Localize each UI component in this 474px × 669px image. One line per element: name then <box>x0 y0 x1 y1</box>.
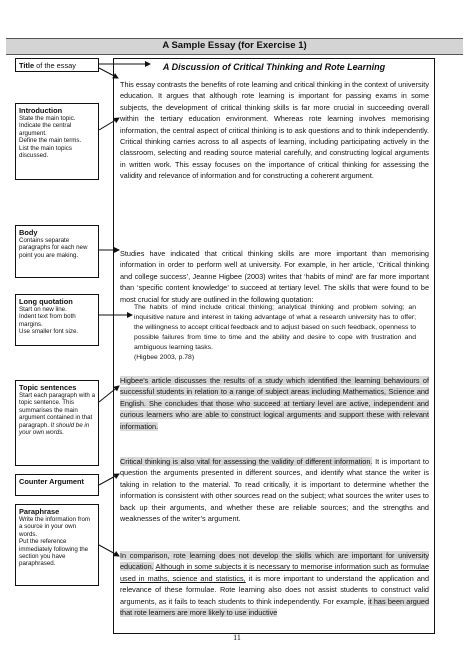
label-text: Start each paragraph with a topic sentence. This summarises the main argument contained in that paragraph. <box>19 392 96 429</box>
body-paragraph-1: Studies have indicated that critical thinking skills are more important than memorising information in order to perform well at university. For example, in her article, ‘Critical thinking and college success’, Jeanne Higbee (2003) writes that ‘habits of mind’ are far more important than ‘specific content knowledge’ to succeed at tertiary level. The skills that were found to be most crucial for study are outlined in the following quotation: <box>120 249 429 304</box>
label-title-text: of the essay <box>34 61 76 70</box>
paragraph-text: it is more important to understand the application and relevance of these formulae. Rote learning also does not assist students to construct valid arguments, as it fails to teach students to think independently. For example, <box>120 573 429 606</box>
topic-sentence-highlight: In comparison, rote learning does not develop the skills which are important for university education. <box>120 551 429 572</box>
counter-argument-highlight: it has been argued that rote learners are more likely to use inductive <box>120 596 430 618</box>
label-text: Start on new line. Indent text from both margins. Use smaller font size. <box>19 306 79 336</box>
label-text-italic: It should be in your own words. <box>19 421 90 437</box>
label-heading: Introduction <box>19 106 63 115</box>
topic-sentence-highlight: Critical thinking is also vital for assessing the validity of different information. <box>120 457 373 466</box>
label-heading: Counter Argument <box>19 477 85 486</box>
label-heading: Body <box>19 228 38 237</box>
paraphrase-underline: Although in some subjects it is necessary to memorise information such as formulae used in maths, science and statistics, <box>120 562 429 583</box>
label-text: State the main topic. Indicate the central argument. Define the main terms. List the main topics discussed. <box>19 115 82 160</box>
intro-paragraph: This essay contrasts the benefits of rote learning and critical thinking in the context of university education. It argues that although rote learning is important for passing exams in some subjects, the development of critical thinking skills is far more crucial in succeeding overall within the tertiary education environment. Whereas rote learning involves memorising information, the central aspect of critical thinking is to ask questions and to think independently. Critical thinking carries across to all aspects of learning, including participating actively in the classroom, selecting and reading source material carefully, and constructing logical arguments in written work. This essay focuses on the importance of critical thinking for assessing the validity and relevance of information and for constructing a coherent argument. <box>120 80 429 181</box>
arrow-counter-argument <box>99 474 119 485</box>
label-heading: Topic sentences <box>19 383 77 392</box>
arrow-paraphrase <box>99 545 119 556</box>
page-title: A Sample Essay (for Exercise 1) <box>162 40 307 51</box>
label-heading: Long quotation <box>19 297 73 306</box>
essay-title: A Discussion of Critical Thinking and Rote Learning <box>162 62 386 72</box>
quotation-text: The habits of mind include critical thinking; analytical thinking and problem solving; an inquisitive nature and interest in taking advantage of what a research university has to offer; the willingness to accept critical feedback and to adjust based on such feedback, openness to possible failures from time to time and the ability and desire to cope with frustration and ambiguous learning tasks. <box>134 304 416 351</box>
arrow-title-2 <box>99 68 118 78</box>
topic-sentence-highlight: Higbee’s article discusses the results of a study which identified the learning behaviours of successful students in relation to a range of subject areas including Mathematics, Science and English. She concludes that those who succeed at tertiary level are active, independent and curious learners who are able to construct logical arguments and support these with relevant information. <box>120 376 429 431</box>
label-title-heading: Title <box>19 61 35 70</box>
arrow-topic-sentences <box>99 386 119 402</box>
label-text: Write the information from a source in your own words. Put the reference immediately following the section you have paraphrased. <box>19 516 91 568</box>
label-text: Contains separate paragraphs for each new point you are making. <box>19 237 88 259</box>
paragraph-text: It is important to question the arguments presented in different sources, and identify what stance the writer is taking in relation to the material. To read critically, it is important to determine whether the information is consistent with other sources read on the subject; what sources the writer uses to back up their arguments, and whether these are reliable sources; and the strengths and weaknesses of the writer’s argument. <box>120 457 429 524</box>
quotation-citation: (Higbee 2003, p.78) <box>134 354 195 361</box>
label-heading: Paraphrase <box>19 507 60 516</box>
arrow-introduction <box>99 118 119 130</box>
page-number: 11 <box>233 633 241 642</box>
